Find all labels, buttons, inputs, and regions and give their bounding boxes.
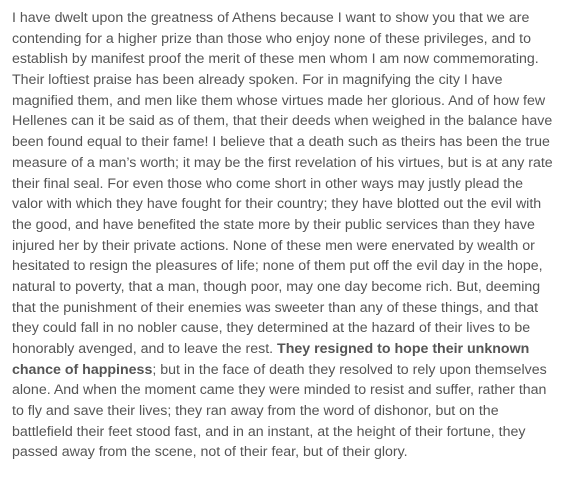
passage-line: been found equal to their fame! I believe that a death such as theirs has been the true [12,134,550,151]
passage-line: they could fall in no nobler cause, they determined at the hazard of their lives to be [12,320,531,337]
passage-line [12,360,552,381]
passage-line: I have dwelt upon the greatness of Athens because I want to show you that we are [12,10,530,26]
passage-line: the good, and have benefited the state more by their public services than they have [12,216,535,233]
passage-line: valor with which they have fought for their country; they have blotted out the evil with [12,196,542,213]
highlighted-phrase: They resigned to hope their unknown [277,341,530,357]
passage-line: Hellenes can it be said as of them, that their deeds when weighed in the balance have [12,113,553,130]
passage-line: alone. And when the moment came they were minded to resist and suffer, rather than [12,382,547,399]
passage-line: measure of a man’s worth; it may be the first revelation of his virtues, but is at any rate [12,154,553,171]
passage-text-run: honorably avenged, and to leave the rest. [12,341,278,357]
passage-line: their final seal. For even those who come short in other ways may justly plead the [12,175,523,192]
passage-line: magnified them, and men like them whose virtues made her glorious. And of how few [12,92,546,109]
passage-text [12,8,552,463]
passage-line: that the punishment of their enemies was sweeter than any of these things, and that [12,299,539,316]
passage-line: to fly and save their lives; they ran away from the word of dishonor, but on the [12,403,499,420]
passage-line: contending for a higher prize than those who enjoy none of these privileges, and to [12,30,531,47]
highlighted-phrase: chance of happiness [12,361,153,378]
passage-line: injured her by their private actions. None of these men were enervated by wealth or [12,237,535,254]
passage-line: establish by manifest proof the merit of these men whom I am now commemorating. [12,51,539,68]
passage-line: battlefield their feet stood fast, and in an instant, at the height of their fortune, they [12,423,526,440]
passage-line: natural to poverty, that a man, though poor, may one day become rich. But, deeming [12,278,541,295]
passage-text-run: ; but in the face of death they resolved to rely upon themselves [152,361,547,378]
passage-line: Their loftiest praise has been already spoken. For in magnifying the city I have [12,72,503,89]
passage-line [12,339,552,360]
passage-line: passed away from the scene, not of their fear, but of their glory. [12,444,408,461]
passage-line: hesitated to resign the pleasures of life; none of them put off the evil day in the hope, [12,258,543,275]
